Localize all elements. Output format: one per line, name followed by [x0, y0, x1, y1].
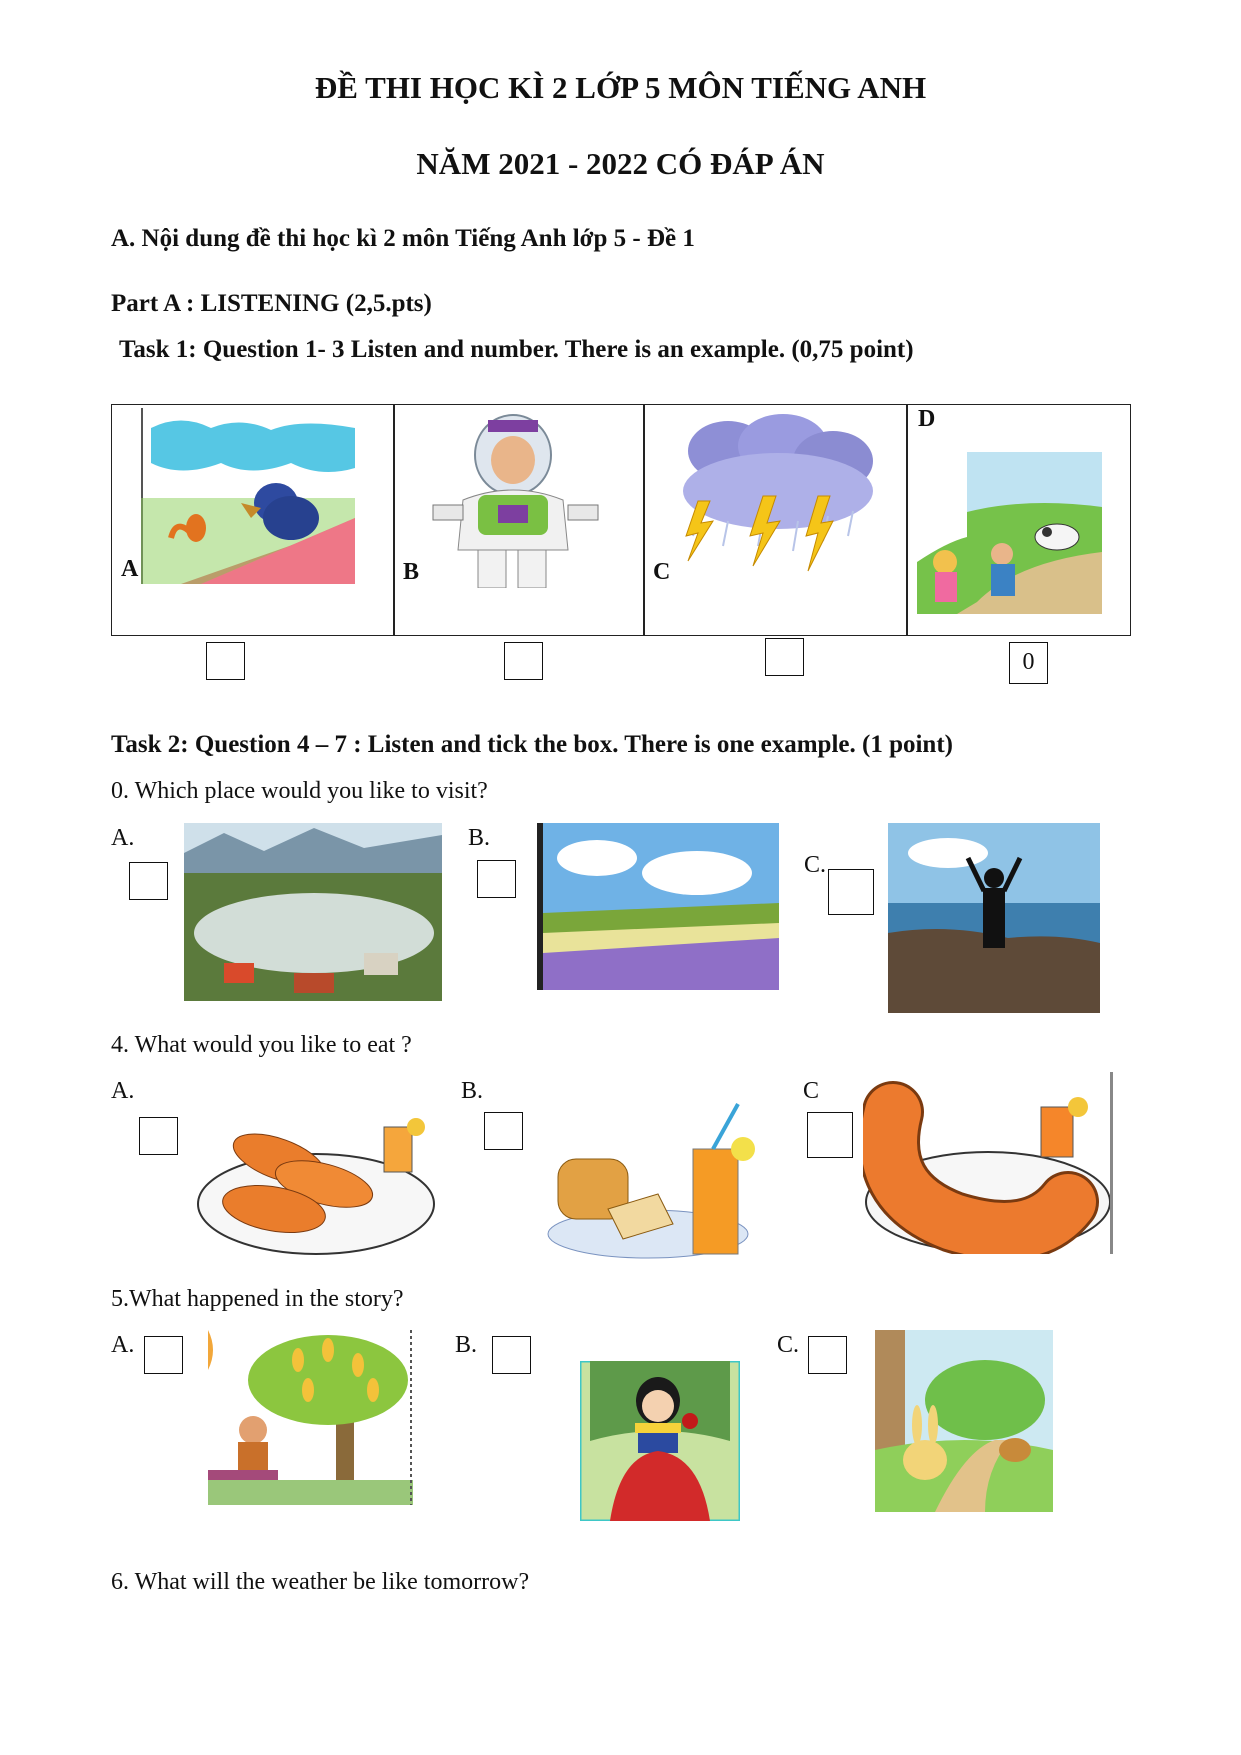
grid-divider [393, 404, 395, 636]
task1-heading: Task 1: Question 1- 3 Listen and number. There is an example. (0,75 point) [119, 336, 914, 363]
grid-divider [906, 404, 908, 636]
princess-with-apple-picture [580, 1361, 740, 1521]
q5-checkbox-a[interactable] [144, 1336, 183, 1374]
grid-divider [643, 404, 645, 636]
title-line-2: NĂM 2021 - 2022 CÓ ĐÁP ÁN [416, 146, 825, 181]
q0-option-a-label: A. [111, 825, 135, 851]
cell-d-label: D [918, 406, 936, 432]
q5-option-a-label: A. [111, 1332, 135, 1358]
question-0: 0. Which place would you like to visit? [111, 778, 488, 804]
q5-checkbox-c[interactable] [808, 1336, 847, 1374]
question-5: 5.What happened in the story? [111, 1286, 404, 1312]
q5-checkbox-b[interactable] [492, 1336, 531, 1374]
part-a-heading: Part A : LISTENING (2,5.pts) [111, 290, 432, 317]
answer-box-b[interactable] [504, 642, 543, 680]
sausage-and-juice-picture [863, 1072, 1113, 1254]
cell-a-label: A [121, 556, 139, 582]
q0-checkbox-a[interactable] [129, 862, 168, 900]
q0-option-c-label: C. [804, 852, 827, 878]
storm-cloud-picture [668, 411, 878, 581]
title-line-1: ĐỀ THI HỌC KÌ 2 LỚP 5 MÔN TIẾNG ANH [314, 70, 927, 105]
question-4: 4. What would you like to eat ? [111, 1032, 412, 1058]
seaside-rocks-picture [888, 823, 1100, 1013]
q0-checkbox-c[interactable] [828, 869, 874, 915]
boy-under-tree-picture [208, 1330, 413, 1505]
q4-option-b-label: B. [461, 1078, 484, 1104]
answer-box-a[interactable] [206, 642, 245, 680]
section-a-heading: A. Nội dung đề thi học kì 2 môn Tiếng Anh lớp 5 - Đề 1 [111, 225, 695, 252]
q5-option-c-label: C. [777, 1332, 800, 1358]
q4-checkbox-b[interactable] [484, 1112, 523, 1150]
q4-checkbox-a[interactable] [139, 1117, 178, 1155]
q4-checkbox-c[interactable] [807, 1112, 853, 1158]
answer-box-c[interactable] [765, 638, 804, 676]
q4-option-c-label: C [803, 1078, 820, 1104]
flower-field-picture [537, 823, 779, 990]
q0-checkbox-b[interactable] [477, 860, 516, 898]
cell-b-label: B [403, 559, 420, 585]
q4-option-a-label: A. [111, 1078, 135, 1104]
task2-heading: Task 2: Question 4 – 7 : Listen and tick the box. There is one example. (1 point) [111, 731, 953, 758]
children-farm-picture [917, 452, 1102, 614]
rabbit-and-tortoise-picture [875, 1330, 1053, 1512]
bread-and-juice-picture [538, 1099, 770, 1264]
misty-mountain-town-picture [184, 823, 442, 1001]
sausages-and-juice-picture [194, 1099, 438, 1262]
question-6: 6. What will the weather be like tomorrow? [111, 1569, 530, 1595]
q5-option-b-label: B. [455, 1332, 478, 1358]
fox-and-crow-picture [141, 408, 355, 584]
q0-option-b-label: B. [468, 825, 491, 851]
cell-c-label: C [653, 559, 671, 585]
space-ranger-toy-picture [418, 410, 610, 588]
answer-box-d[interactable]: 0 [1009, 642, 1048, 684]
